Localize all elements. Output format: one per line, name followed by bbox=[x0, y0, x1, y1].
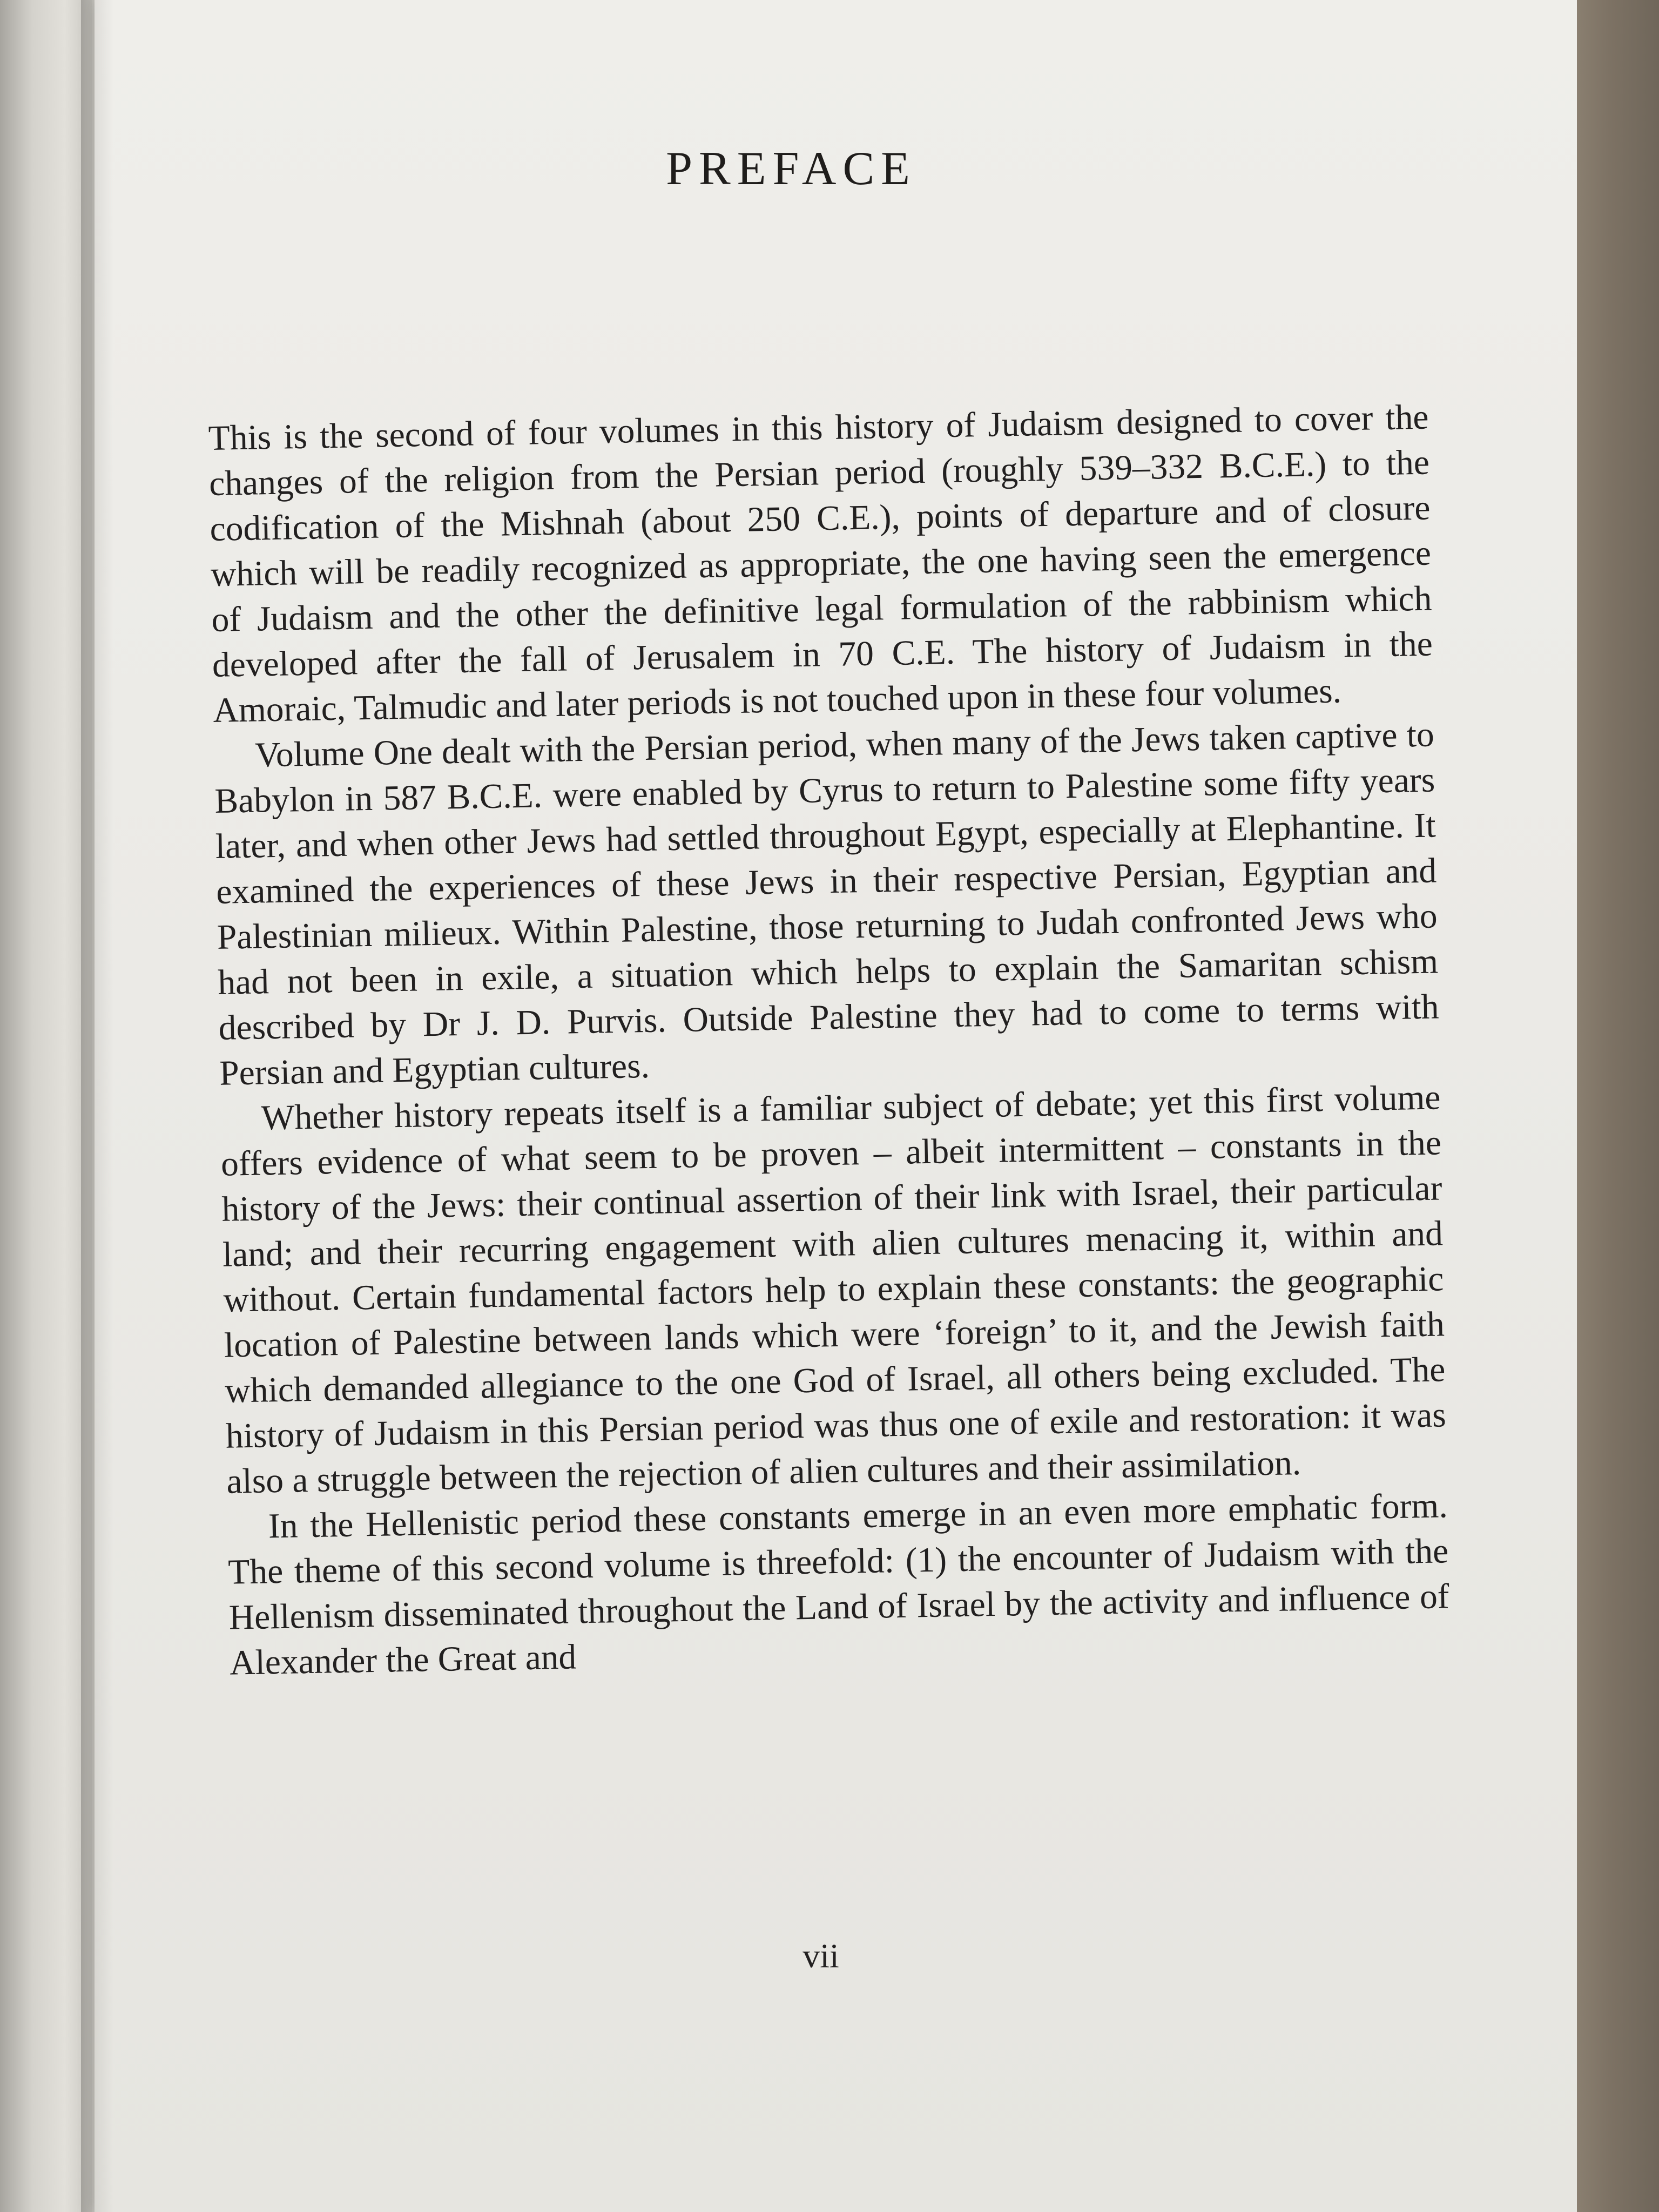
book-gutter bbox=[81, 0, 113, 2212]
body-text bbox=[208, 395, 1451, 1686]
page-number: vii bbox=[802, 1937, 839, 1975]
table-surface bbox=[1577, 0, 1659, 2212]
page-title: PREFACE bbox=[666, 143, 916, 195]
paragraph-4: In the Hellenistic period these constants emerge in an even more emphatic form. The theme of this second volume is threefold: (1) the encounter of Judaism with the Hellenism disseminated throughout the Land of Israel by the activity and influence of Alexander the Great and bbox=[227, 1486, 1450, 1683]
paragraph-3: Whether history repeats itself is a familiar subject of debate; yet this first volume offers evidence of what seem to be proven – albeit intermittent – constants in the history of the Jews: their continual assertion of their link with Israel, their particular land; and their recurring engagement with alien cultures menacing it, within and without. Certain fundamental factors help to explain these constants: the geographic location of Palestine between lands which were ‘foreign’ to it, and the Jewish faith which demanded allegiance to the one God of Israel, all others being excluded. The history of Judaism in this Persian period was thus one of exile and restoration: it was also a struggle between the rejection of alien cultures and their assimilation. bbox=[220, 1078, 1447, 1501]
facing-page-edge bbox=[0, 0, 92, 2212]
paragraph-2: Volume One dealt with the Persian period, when many of the Jews taken captive to Babylon in 587 B.C.E. were enabled by Cyrus to return to Palestine some fifty years later, and when other Jews had settled throughout Egypt, especially at Elephantine. It examined the experiences of these Jews in their respective Persian, Egyptian and Palestinian milieux. Within Palestine, those returning to Judah confronted Jews who had not been in exile, a situation which helps to explain the Samaritan schism described by Dr J. D. Purvis. Outside Palestine they had to come to terms with Persian and Egyptian cultures. bbox=[214, 715, 1440, 1093]
paragraph-1: This is the second of four volumes in this history of Judaism designed to cover the changes of the religion from the Persian period (roughly 539–332 B.C.E.) to the codification of the Mishnah (about 250 C.E.), points of departure and of closure which will be readily recognized as appropriate, the one having seen the emergence of Judaism and the other the definitive legal formulation of the rabbinism which developed after the fall of Jerusalem in 70 C.E. The history of Judaism in the Amoraic, Talmudic and later periods is not touched upon in these four volumes. bbox=[208, 397, 1433, 730]
